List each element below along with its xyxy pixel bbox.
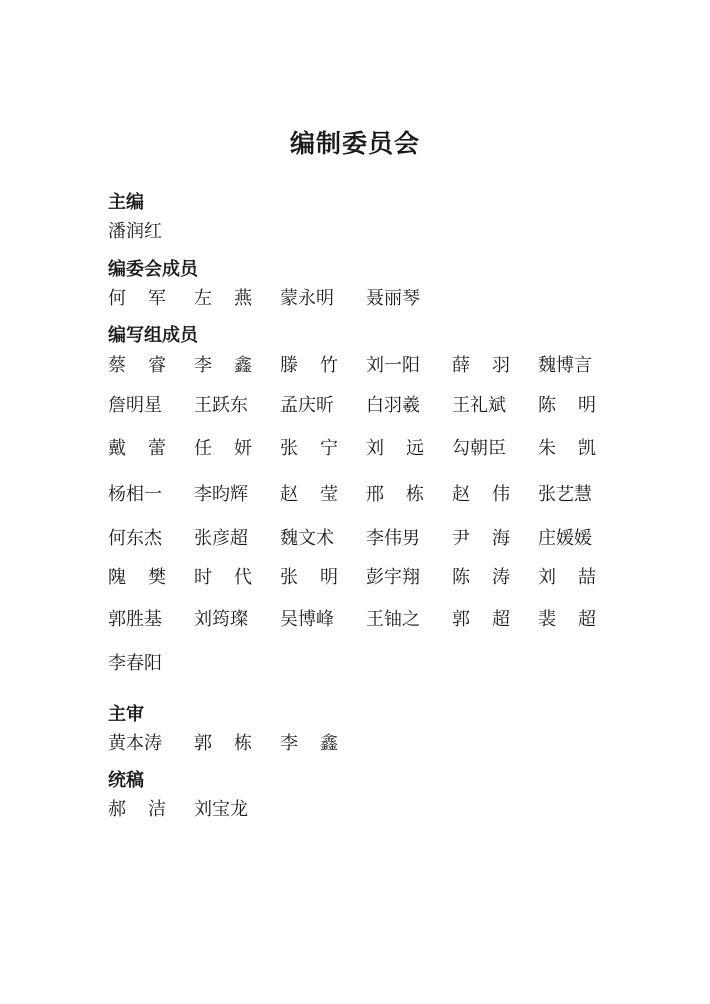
person-name: 杨 相 一 <box>108 484 162 505</box>
person-name: 何 东 杰 <box>108 528 162 549</box>
person-name: 薛 羽 <box>452 355 510 376</box>
person-name: 吴 博 峰 <box>280 609 334 630</box>
person-name: 任 妍 <box>194 438 252 459</box>
person-name: 赵 伟 <box>452 484 510 505</box>
person-name: 潘 润 红 <box>108 221 162 242</box>
person-name: 张 明 <box>280 567 338 588</box>
person-name: 魏 博 言 <box>538 355 592 376</box>
person-name: 刘 远 <box>366 438 424 459</box>
person-name: 蒙 永 明 <box>280 288 334 309</box>
section-heading-committee: 编委会成员 <box>108 259 198 280</box>
person-name: 陈 涛 <box>452 567 510 588</box>
person-name: 何 军 <box>108 288 166 309</box>
person-name: 滕 竹 <box>280 355 338 376</box>
person-name: 郭 栋 <box>194 733 252 754</box>
person-name: 张 彦 超 <box>194 528 248 549</box>
person-name: 王 跃 东 <box>194 395 248 416</box>
person-name: 朱 凯 <box>538 438 596 459</box>
person-name: 邢 栋 <box>366 484 424 505</box>
person-name: 李 鑫 <box>280 733 338 754</box>
person-name: 李 鑫 <box>194 355 252 376</box>
person-name: 庄 媛 媛 <box>538 528 592 549</box>
person-name: 詹 明 星 <box>108 395 162 416</box>
person-name: 勾 朝 臣 <box>452 438 506 459</box>
person-name: 时 代 <box>194 567 252 588</box>
person-name: 刘 喆 <box>538 567 596 588</box>
person-name: 孟 庆 昕 <box>280 395 334 416</box>
person-name: 刘 筠 璨 <box>194 609 248 630</box>
person-name: 郭 胜 基 <box>108 609 162 630</box>
person-name: 隗 樊 <box>108 567 166 588</box>
person-name: 蔡 睿 <box>108 355 166 376</box>
person-name: 郝 洁 <box>108 799 166 820</box>
section-heading-editor-in-chief: 主编 <box>108 192 144 213</box>
person-name: 陈 明 <box>538 395 596 416</box>
person-name: 尹 海 <box>452 528 510 549</box>
page-title: 编制委员会 <box>289 129 420 158</box>
person-name: 郭 超 <box>452 609 510 630</box>
section-heading-compiler: 统稿 <box>108 770 144 791</box>
person-name: 王 礼 斌 <box>452 395 506 416</box>
section-heading-reviewer: 主审 <box>108 704 144 725</box>
person-name: 左 燕 <box>194 288 252 309</box>
person-name: 赵 莹 <box>280 484 338 505</box>
person-name: 戴 蕾 <box>108 438 166 459</box>
person-name: 李 昀 辉 <box>194 484 248 505</box>
person-name: 李 伟 男 <box>366 528 420 549</box>
person-name: 黄 本 涛 <box>108 733 162 754</box>
person-name: 王 铀 之 <box>366 609 420 630</box>
person-name: 李 春 阳 <box>108 653 162 674</box>
person-name: 聂 丽 琴 <box>366 288 420 309</box>
person-name: 刘 宝 龙 <box>194 799 248 820</box>
person-name: 裴 超 <box>538 609 596 630</box>
section-heading-writers: 编写组成员 <box>108 325 198 346</box>
person-name: 彭 宇 翔 <box>366 567 420 588</box>
person-name: 张 宁 <box>280 438 338 459</box>
person-name: 魏 文 术 <box>280 528 334 549</box>
person-name: 刘 一 阳 <box>366 355 420 376</box>
person-name: 张 艺 慧 <box>538 484 592 505</box>
person-name: 白 羽 羲 <box>366 395 420 416</box>
